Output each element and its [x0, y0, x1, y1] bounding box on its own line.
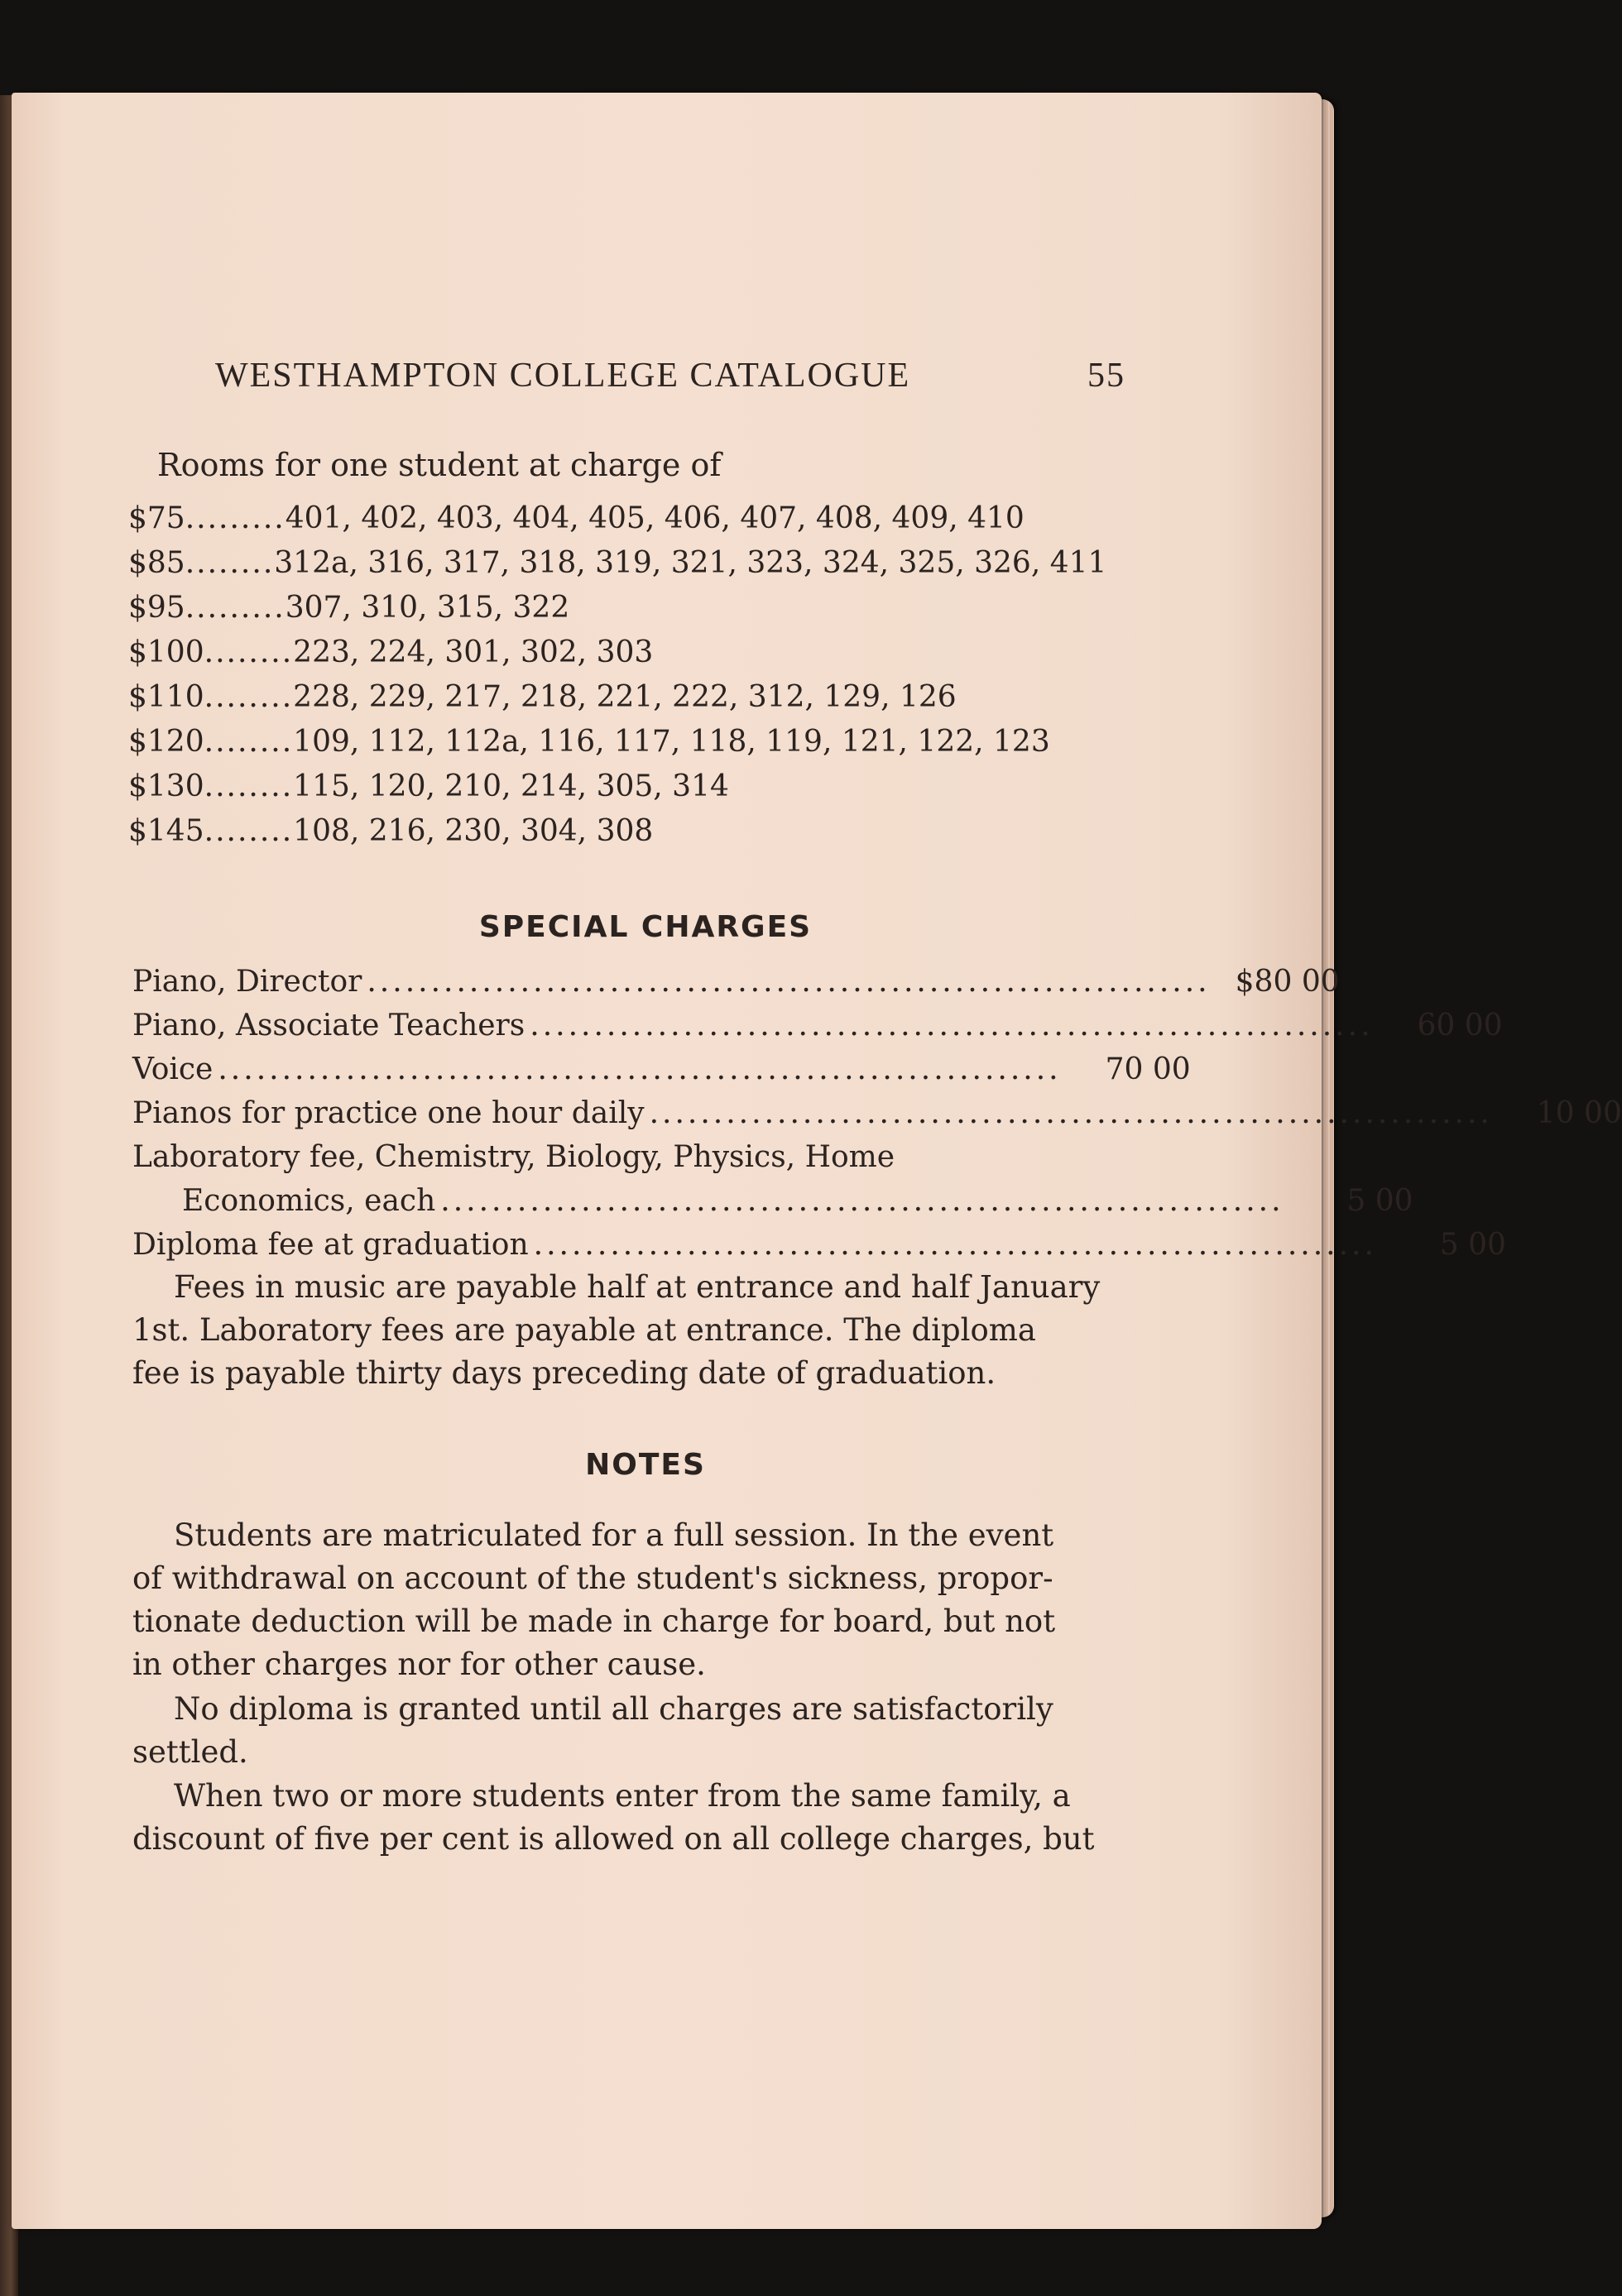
- room-row: [128, 630, 1106, 675]
- room-row: [128, 675, 1106, 720]
- rooms-lead: Rooms for one student at charge of: [157, 447, 722, 483]
- charge-label: Diploma fee at graduation: [132, 1228, 529, 1262]
- notes-paragraph-3: [132, 1775, 1095, 1861]
- dot-leader: ..................................................................: [530, 1009, 1374, 1043]
- room-price: $110: [128, 680, 204, 714]
- paragraph-line: tionate deduction will be made in charge for board, but not: [132, 1603, 1056, 1639]
- dot-leader: ..................................................................: [440, 1184, 1284, 1218]
- room-row: [128, 541, 1106, 586]
- room-numbers: 109, 112, 112a, 116, 117, 118, 119, 121, 122, 123: [293, 725, 1050, 759]
- paragraph-line: Students are matriculated for a full session. In the event: [174, 1517, 1054, 1553]
- special-charges-heading: SPECIAL CHARGES: [478, 910, 813, 944]
- room-price: $75: [128, 501, 185, 535]
- dot-leader: ........: [204, 635, 294, 669]
- dot-leader: ..................................................................: [218, 1052, 1062, 1086]
- charge-label: Economics, each: [182, 1184, 436, 1218]
- charge-label: Pianos for practice one hour daily: [132, 1096, 645, 1130]
- paragraph-line: When two or more students enter from the same family, a: [174, 1778, 1071, 1814]
- charge-label: Piano, Associate Teachers: [132, 1009, 525, 1043]
- room-row: [128, 720, 1106, 765]
- charge-amount: 70 00: [1105, 1052, 1191, 1086]
- charge-amount: $80 00: [1235, 965, 1340, 999]
- room-price: $145: [128, 814, 204, 848]
- paragraph-line: No diploma is granted until all charges are satisfactorily: [174, 1691, 1053, 1727]
- room-price: $85: [128, 546, 185, 580]
- dot-leader: ........: [204, 725, 294, 759]
- room-row: [128, 809, 1106, 854]
- dot-leader: ........: [204, 814, 294, 848]
- paragraph-line: Fees in music are payable half at entrance and half January: [174, 1269, 1101, 1305]
- charge-row: [132, 1223, 1506, 1267]
- room-numbers: 108, 216, 230, 304, 308: [293, 814, 654, 848]
- charge-label: Piano, Director: [132, 965, 362, 999]
- special-charges-list: [132, 960, 1622, 1267]
- charge-row: [132, 1004, 1503, 1047]
- notes-paragraph-1: [132, 1514, 1055, 1686]
- room-numbers: 401, 402, 403, 404, 405, 406, 407, 408, 409, 410: [285, 501, 1025, 535]
- charge-label: Voice: [132, 1052, 214, 1086]
- paragraph-line: in other charges nor for other cause.: [132, 1647, 706, 1682]
- room-numbers: 312a, 316, 317, 318, 319, 321, 323, 324, 325, 326, 411: [274, 546, 1107, 580]
- paragraph-line: discount of five per cent is allowed on all college charges, but: [132, 1821, 1095, 1857]
- room-price-list: [128, 496, 1106, 854]
- dot-leader: .........: [185, 501, 286, 535]
- dot-leader: .........: [185, 591, 286, 625]
- room-price: $130: [128, 769, 204, 803]
- paragraph-line: fee is payable thirty days preceding date of graduation.: [132, 1355, 996, 1391]
- charge-amount: 5 00: [1346, 1184, 1413, 1218]
- dot-leader: ..................................................................: [649, 1096, 1493, 1130]
- charge-label: Laboratory fee, Chemistry, Biology, Physics, Home: [132, 1140, 895, 1174]
- charge-row: [132, 960, 1340, 1004]
- dot-leader: ..................................................................: [533, 1228, 1377, 1262]
- paragraph-line: of withdrawal on account of the student's sickness, propor-: [132, 1560, 1053, 1596]
- room-numbers: 115, 120, 210, 214, 305, 314: [293, 769, 729, 803]
- dot-leader: ........: [185, 546, 275, 580]
- notes-paragraph-2: [132, 1688, 1053, 1774]
- notes-heading: NOTES: [585, 1448, 706, 1482]
- charge-row: [132, 1179, 1413, 1223]
- room-numbers: 307, 310, 315, 322: [285, 591, 570, 625]
- charge-amount: 5 00: [1439, 1228, 1506, 1262]
- charge-row: [132, 1047, 1191, 1091]
- room-numbers: 223, 224, 301, 302, 303: [293, 635, 654, 669]
- running-header: [215, 356, 1125, 395]
- charge-row: [132, 1091, 1622, 1135]
- charge-amount: 10 00: [1536, 1096, 1622, 1130]
- room-price: $100: [128, 635, 204, 669]
- room-row: [128, 496, 1106, 541]
- room-price: $95: [128, 591, 185, 625]
- paragraph-line: 1st. Laboratory fees are payable at entrance. The diploma: [132, 1312, 1036, 1348]
- room-numbers: 228, 229, 217, 218, 221, 222, 312, 129, 126: [293, 680, 957, 714]
- dot-leader: ........: [204, 769, 294, 803]
- dot-leader: ..................................................................: [367, 965, 1211, 999]
- dot-leader: ........: [204, 680, 294, 714]
- fees-note-paragraph: [132, 1266, 1100, 1395]
- paragraph-line: settled.: [132, 1734, 248, 1770]
- room-row: [128, 586, 1106, 630]
- page-number: 55: [1087, 357, 1125, 395]
- charge-row: [132, 1135, 1125, 1179]
- room-price: $120: [128, 725, 204, 759]
- header-title: WESTHAMPTON COLLEGE CATALOGUE: [215, 357, 911, 395]
- room-row: [128, 765, 1106, 809]
- charge-amount: 60 00: [1417, 1009, 1503, 1043]
